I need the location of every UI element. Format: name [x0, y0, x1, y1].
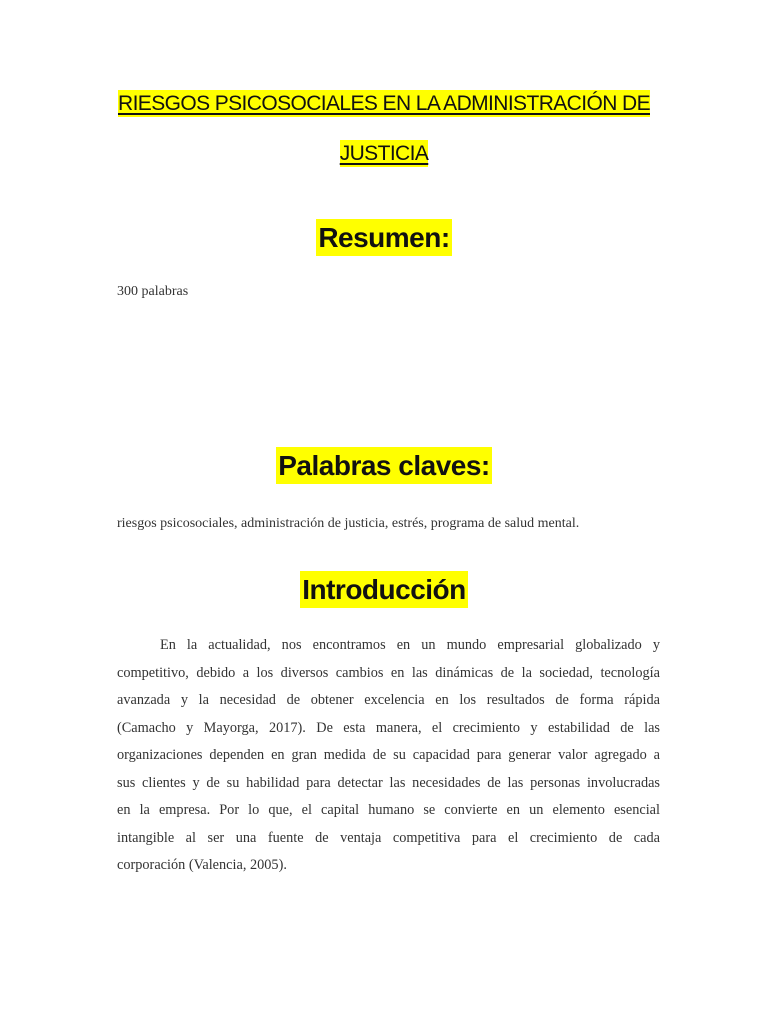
paragraph-line: intangible al ser una fuente de ventaja competitiva para el crecimiento de cada — [117, 829, 660, 846]
title-line-1: RIESGOS PSICOSOCIALES EN LA ADMINISTRACIÓN DE — [118, 92, 650, 115]
paragraph-line: sus clientes y de su habilidad para detectar las necesidades de las personas involucradas — [117, 774, 660, 791]
introduccion-paragraph — [117, 632, 660, 880]
paragraph-line: (Camacho y Mayorga, 2017). De esta manera, el crecimiento y estabilidad de las — [117, 719, 660, 736]
palabras-claves-section — [0, 450, 768, 482]
introduccion-section — [0, 574, 768, 606]
paragraph-line: corporación (Valencia, 2005). — [117, 857, 287, 873]
paragraph-line: organizaciones dependen en gran medida de su capacidad para generar valor agregado a — [117, 747, 660, 763]
palabras-claves-heading: Palabras claves: — [276, 447, 492, 484]
document-title — [0, 92, 768, 116]
resumen-heading: Resumen: — [316, 219, 451, 256]
paragraph-line: en la empresa. Por lo que, el capital humano se convierte en un elemento esencial — [117, 802, 660, 818]
introduccion-heading: Introducción — [300, 571, 468, 608]
paragraph-line: En la actualidad, nos encontramos en un mundo empresarial globalizado y — [160, 637, 660, 653]
paragraph-line: avanzada y la necesidad de obtener excelencia en los resultados de forma rápida — [117, 692, 660, 708]
title-line-2: JUSTICIA — [339, 142, 429, 165]
document-title-cont — [0, 142, 768, 166]
resumen-body: 300 palabras — [117, 284, 189, 299]
palabras-claves-body: riesgos psicosociales, administración de justicia, estrés, programa de salud mental. — [117, 516, 580, 531]
resumen-section — [0, 222, 768, 254]
paragraph-line: competitivo, debido a los diversos cambios en las dinámicas de la sociedad, tecnología — [117, 664, 660, 681]
